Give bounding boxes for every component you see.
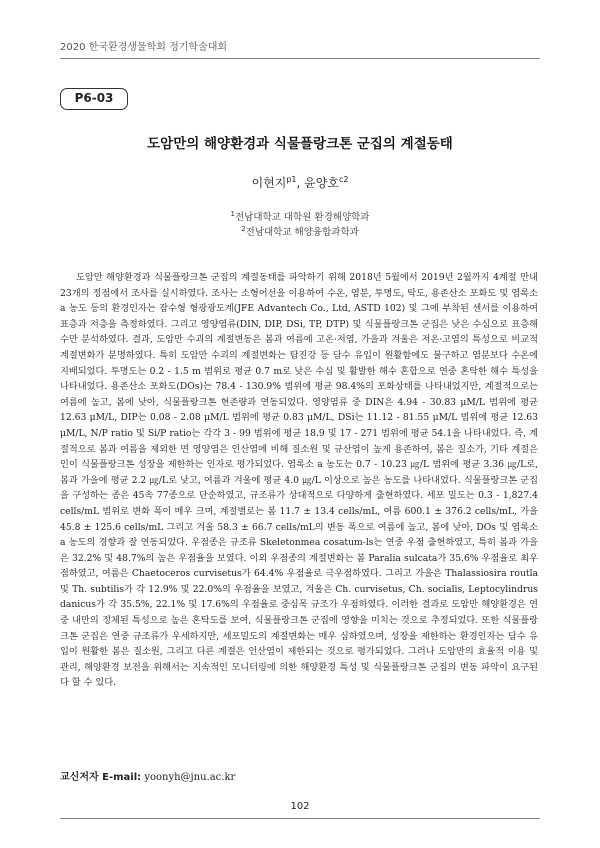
author-separator: , [296,176,305,190]
author-line [60,174,540,191]
affiliation-mark: 2 [241,224,246,233]
header-divider [60,58,540,59]
contact-label: 교신저자 E-mail: [60,772,142,783]
paper-code-badge: P6-03 [60,88,128,110]
author-name: 이현지 [251,176,287,190]
affiliation-2 [60,224,540,238]
affiliation-1 [60,209,540,223]
author-name: 윤양호 [304,176,339,190]
author-mark: p1 [286,175,297,184]
running-header: 2020 한국환경생물학회 정기학술대회 [60,42,228,53]
contact-email[interactable]: yoonyh@jnu.ac.kr [144,772,236,783]
author-mark: c2 [338,175,349,184]
page-number: 102 [290,801,310,812]
affiliation-text: 전남대학교 해양융합과학과 [245,227,359,238]
abstract [60,270,538,691]
abstract-text: 도암만 해양환경과 식물플랑크톤 군집의 계절동태를 파악하기 위해 2018년 5월에서 2019년 2월까지 4계절 만내 23개의 정점에서 조사를 실시하였다. 조사는 소형어선을 이용하여 수온, 염분, 투명도, 탁도, 용존산소 포화도 및 엽록소 a 농도 등의 환경인자는 잠수형 형광광도계(JFE Advantech Co., Ltd, ASTD 102) 및 그에 부착된 센서를 이용하여 표층과 저층을 측정하였다. 그리고 영양염류(DIN, DIP, DSi, TP, DTP) 및 식물플랑크톤 군집은 낮은 수심으로 표층해수만 분석하였다. 결과, 도암만 수괴의 계절변동은 봄과 여름에 고온·저염, 가을과 겨울은 저온·고염의 특성으로 비교적 계절변화가 분명하였다. 특히 도암만 수괴의 계절변화는 탐진강 등 담수 유입이 원활함에도 불구하고 염분보다 수온에 지배되었다. 투명도는 0.2 - 1.5 m 범위로 평균 0.7 m로 낮은 수심 및 활발한 해수 혼합으로 연중 혼탁한 해수 특성을 나타내었다. 용존산소 포화도(DOs)는 78.4 - 130.9% 범위에 평균 98.4%의 포화상태를 나타내었지만, 계절적으로는 여름에 높고, 봄에 낮아, 식물플랑크톤 현존량과 연동되었다. 영양염류 중 DIN은 4.94 - 30.83 μM/L 범위에 평균 12.63 μM/L, DIP는 0.08 - 2.08 μM/L 범위에 평균 0.83 μM/L, DSi는 11.12 - 81.55 μM/L 범위에 평균 12.63 μM/L, N/P ratio 및 Si/P ratio는 각각 3 - 99 범위에 평균 18.9 및 17 - 271 범위에 평균 54.1을 나타내었다. 즉, 계절적으로 봄과 여름을 제외한 면 영양염은 인산염에 비해 질소원 및 규산염이 높게 용존하여, 봄은 질소가, 기타 계절은 인이 식물플랑크톤 성장을 제한하는 인자로 평가되었다. 엽록소 a 농도는 0.7 - 10.23 ㎍/L 범위에 평균 3.36 ㎍/L로, 봄과 가을에 평균 2.2 ㎍/L로 낮고, 여름과 겨울에 평균 4.0 ㎍/L 이상으로 높은 농도를 나타내었다. 식물플랑크톤 군집을 구성하는 종은 45속 77종으로 단순하였고, 규조류가 상대적으로 다양하게 출현하였다. 세포 밀도는 0.3 - 1,827.4 cells/mL 범위로 변화 폭이 매우 크며, 계절별로는 봄 11.7 ± 13.4 cells/mL, 여름 600.1 ± 376.2 cells/mL, 가을 45.8 ± 125.6 cells/mL 그리고 겨울 58.3 ± 66.7 cells/mL의 변동 폭으로 여름에 높고, 봄에 낮아, DOs 및 엽록소 a 농도의 경향과 잘 연동되었다. 우점종은 규조류 Skeletonmea cosatum-ls는 연중 우점 출현하였고, 특히 봄과 가을은 32.2% 및 48.7%의 높은 우점율을 보였다. 이외 우점종의 계절변화는 봄 Paralia sulcata가 35.6% 우점율로 최우점하였고, 여름은 Chaetoceros curvisetus가 64.4% 우점율로 극우점하였다. 그리고 가을은 Thalassiosira routla 및 Th. subtilis가 각 12.9% 및 22.0%의 우점율을 보였고, 겨울은 Ch. curvisetus, Ch. socialis, Leptocylindrus danicus가 각 35.5%, 22.1% 및 17.6%의 우점율로 중심목 규조가 우점하였다. 이러한 결과로 도암만 해양환경은 연중 내만의 정체된 특성으로 높은 혼탁도를 보여, 식물플랑크톤 군집에 영향을 미치는 것으로 추정되었다. 또한 식물플랑크톤 군집은 연중 규조류가 우세하지만, 세포밀도의 계절변화는 매우 심하였으며, 성장을 제한하는 환경인자는 담수 유입이 원활한 봄은 질소원, 그리고 다른 계절은 인산염이 제한되는 것으로 평가되었다. 그러나 도암만의 효율적 이용 및 관리, 해양환경 보전을 위해서는 지속적인 모니터링에 의한 해양환경 특성 및 식물플랑크톤 군집의 변동 파악이 요구된다 할 수 있다. [60,272,538,689]
contact-line [60,768,235,783]
affiliation-mark: 1 [230,209,235,218]
paper-title: 도암만의 해양환경과 식물플랑크톤 군집의 계절동태 [147,136,453,152]
affiliation-text: 전남대학교 대학원 환경해양학과 [234,212,370,223]
footer-divider [60,818,540,819]
